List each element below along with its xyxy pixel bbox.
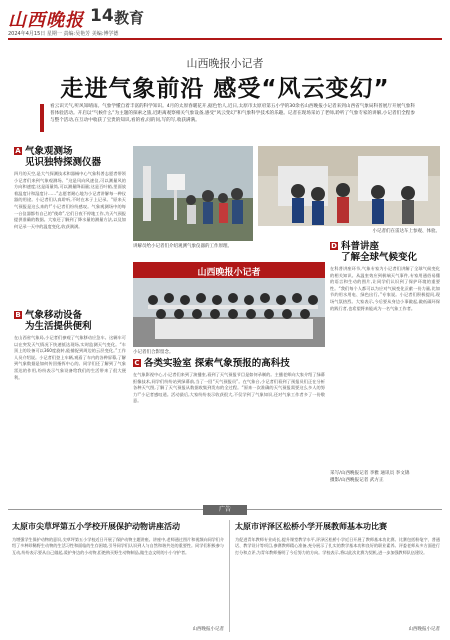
section-d-mark: D	[331, 242, 337, 250]
section-d-title-2: 了解全球气候变化	[341, 252, 418, 263]
photo-group	[133, 262, 325, 347]
paper-name: 山西晚报	[8, 10, 84, 31]
ad-left-body: 为增强学生保护动物的意识,尖草坪第五小学校近日开展了保护动物主题讲座。讲座中,老师通过图片和视频向同学们介绍了多种珍稀野生动物的生活习性和面临的生存困境,引导同学们认识到人与自然和谐共处的重要性。同学们积极参与互动,纷纷表示要从自己做起,爱护身边的小动物,拒绝购买野生动物制品,做生态文明的小小守护者。	[12, 537, 224, 555]
section-d-heading	[330, 241, 440, 263]
section-b-heading	[14, 310, 126, 332]
section-c-heading	[133, 358, 325, 369]
masthead	[8, 6, 442, 37]
feature-lead: 看云识天气,听风知晴雨。气象学懂自着丰富的科学知识。4月的太原春暖花开,据色怡人,近日,太原市太原府第五小学的30余名山西晚报小记者来到山西省气象局科普展厅开展气象科普体验活动。开启以“气候什么”为主题的探索之旅,近距离观察相关气象设备,感受“风云变幻”和气象科学技术的乐趣。记者在现场采访了老师,聆听了气象专家的讲解,小记者们全程参与整个活动,在互动中收获了宝贵的知识,看的看,问的问,写的写,收获满满。	[50, 104, 415, 123]
section-name: 教育	[114, 9, 145, 27]
section-a-heading	[14, 146, 126, 168]
ad-left-credit: 山西晚报小记者	[192, 627, 224, 632]
byline-photographer: 摄影/山西晚报记者 武方正	[330, 478, 384, 483]
ad-divider	[8, 505, 442, 515]
feature-byline	[330, 470, 442, 484]
ad-right-title: 太原市评泽区松桥小学开展教师基本功比赛	[235, 522, 387, 531]
caption-group: 小记者们合影留念。	[133, 350, 174, 355]
photo-instruments	[133, 146, 253, 241]
caption-radar-vehicle: 小记者们在雷达车上参观、体验。	[372, 229, 440, 234]
feature-header	[0, 40, 450, 140]
section-a-title-1: 气象观测场	[25, 146, 73, 157]
ad-right-body: 为促进青年教师专业成长,提升课堂教学水平,评泽区松桥小学近日开展了教师基本功比赛。比赛包括粉笔字、普通话、教学设计等项目,参赛教师精心准备,充分展示了扎实的教学基本功和良好的职业素养。评委老师从多方面进行打分和点评,为青年教师指明了今后努力的方向。学校表示,将以此次比赛为契机,进一步加强教师队伍建设。	[235, 537, 440, 555]
section-d-title-1: 科普讲座	[341, 241, 380, 252]
section-c-mark: C	[134, 359, 140, 367]
section-b-body: 在山西省气象局,小记者们参观了气象移动应急车。这辆车可以在突发天气情况下快速抵达现场,实时监测天气变化。“车顶上的设备可以360度旋转,能捕捉到周边的云层变化。”工作人员介绍说。小记者们登上车辆,观看了车内的各种屏幕,了解到气象数据是如何传回指挥中心的。同学们还了解到了气象雷达的作用,纷纷表示气象设备给我们的生活带来了很大便利。	[14, 335, 126, 380]
caption-instruments: 讲解员给小记者们介绍观测气象仪器的工作原理。	[133, 244, 232, 249]
feature-headline: 走进气象前沿 感受“风云变幻”	[60, 76, 390, 102]
ad-column-divider	[229, 520, 230, 632]
ad-tag: 广告	[203, 505, 247, 515]
section-c-body: 在气象影视中心,小记者们来到了演播室,看到了天气预报节目是如何录制的。主播老师向大家介绍了绿幕抠像技术,同学们纷纷站到绿幕前,当了一回“天气预报员”。在气象台,小记者们看到了预报员们正在分析各种天气图,了解了天气预报从数据收集到发布的全过程。“原来一次准确的天气预报需要这么多人的努力!”小记者感叹道。活动最后,大家纷纷表示收获很大,不仅学到了气象知识,还对气象工作者多了一份敬意。	[133, 372, 325, 404]
section-b-title-2: 为生活提供便利	[25, 321, 92, 332]
group-banner-text: 山西晚报小记者	[197, 268, 261, 278]
ad-left-title: 太原市尖草坪第五小学校开展保护动物讲座活动	[12, 522, 180, 531]
feature-kicker: 山西晚报小记者	[186, 57, 264, 70]
section-a-mark: A	[15, 147, 21, 155]
section-d-body: 在科普讲座环节,气象专家为小记者们讲解了全球气候变化的相关知识。从温室效应到极端天气事件,专家用通俗易懂的语言和生动的图片,让同学们认识到了保护环境的重要性。“我们每个人都可以为应对气候变化贡献一份力量,比如节约用水用电、绿色出行。”专家说。小记者们积极提问,现场气氛热烈。大家表示,今后要从身边小事做起,做低碳环保的践行者,也希望将来能成为一名气象工作者。	[330, 266, 440, 311]
section-a-body: 四月的天空,是大气探测技术和器械中心气象科普志愿者带领小记者们来到气象观测场。“这是风向风速仪,可以测量风的方向和速度;这是雨量筒,可以测量降雨量;这是百叶箱,里面放着温度计和湿度计……”志愿者耐心地为小记者讲解每一种仪器的用途。小记者们认真聆听,不时在本子上记录。“原来天气预报是这么来的!”小记者们纷纷感叹。气象观测场中的每一台仪器都有自己的“使命”,它们日夜不停地工作,为天气预报提供准确的数据。大家还了解到了降水量的测量方法,以及如何记录一天中的温度变化,收获满满。	[14, 171, 126, 229]
date-editor-line: 2024年4月15日 星期一 责编:吴艳芳 美编:傅学德	[8, 31, 119, 37]
ad-right-credit: 山西晚报小记者	[408, 627, 440, 632]
photo-radar-vehicle	[258, 146, 440, 226]
page-number: 14	[90, 6, 114, 26]
lead-accent	[40, 104, 44, 132]
section-b-title-1: 气象移动设备	[25, 310, 83, 321]
section-c-title: 各类实验室 探索气象预报的高科技	[144, 358, 290, 369]
byline-writer: 采写/山西晚报记者 李雅 通讯员 李文锦	[330, 471, 410, 476]
section-b-mark: B	[15, 311, 21, 319]
section-a-title-2: 见识独特探测仪器	[25, 157, 102, 168]
